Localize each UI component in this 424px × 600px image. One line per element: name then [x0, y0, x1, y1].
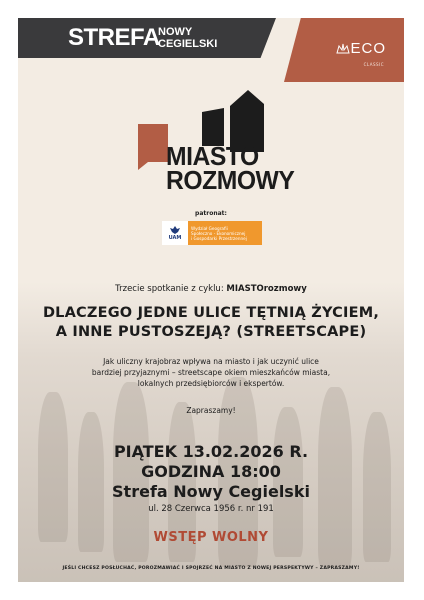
event-hour: GODZINA 18:00 [141, 462, 281, 481]
description-line-3: lokalnych przedsiębiorców i ekspertów. [137, 379, 285, 388]
event-title [18, 304, 404, 342]
uam-faculty-name [188, 226, 247, 241]
event-date: PIĄTEK 13.02.2026 R. [113, 442, 309, 461]
description-line-2: bardziej przyjaznymi – streetscape okiem mieszkańców miasta, [91, 368, 331, 377]
uam-crest-icon [162, 221, 188, 245]
event-title-line-2: A INNE PUSTOSZEJĄ? (STREETSCAPE) [55, 324, 367, 340]
eco-logo-subtext: CLASSIC [363, 62, 384, 67]
free-entry-label: WSTĘP WOLNY [153, 530, 269, 545]
strefa-sub-line-2: CEGIELSKI [158, 38, 218, 50]
uam-line-3: i Gospodarki Przestrzennej [191, 235, 247, 241]
uam-line-2: Społeczno - Ekonomicznej [191, 230, 246, 236]
poster [18, 18, 404, 582]
uam-patron-badge [162, 221, 262, 245]
uam-line-1: Wydział Geografii [191, 225, 228, 231]
strefa-sub-line-1: NOWY [158, 26, 193, 38]
description-line-1: Jak uliczny krajobraz wpływa na miasto i jak uczynić ulice [103, 357, 319, 366]
event-description [18, 356, 404, 389]
patronat-label: patronat: [195, 210, 227, 217]
eco-logo [336, 40, 386, 57]
event-address: ul. 28 Czerwca 1956 r. nr 191 [148, 504, 274, 514]
uam-eagle-icon [169, 225, 181, 235]
event-venue: Strefa Nowy Cegielski [112, 482, 310, 501]
uam-crest-text: UAM [168, 235, 182, 241]
cycle-info [18, 284, 404, 294]
strefa-logo-subtext [158, 26, 217, 50]
miasto-rozmowy-logo-text [166, 141, 295, 195]
eco-logo-text: ECO [350, 40, 386, 57]
eco-crown-icon [336, 43, 350, 55]
logo-line-1: MIASTO [166, 141, 259, 171]
strefa-logo-text: STREFA [68, 24, 160, 51]
cycle-name: MIASTOrozmowy [226, 284, 307, 294]
cycle-prefix: Trzecie spotkanie z cyklu: [115, 284, 227, 294]
footer-tagline: JEŚLI CHCESZ POSŁUCHAĆ, POROZMAWIAĆ I SPOJRZEĆ NA MIASTO Z NOWEJ PERSPEKTYWY – ZAPRASZAMY! [62, 566, 360, 571]
invite-text: Zapraszamy! [186, 406, 236, 415]
logo-line-2: ROZMOWY [166, 165, 295, 195]
event-title-line-1: DLACZEGO JEDNE ULICE TĘTNIĄ ŻYCIEM, [42, 305, 380, 321]
